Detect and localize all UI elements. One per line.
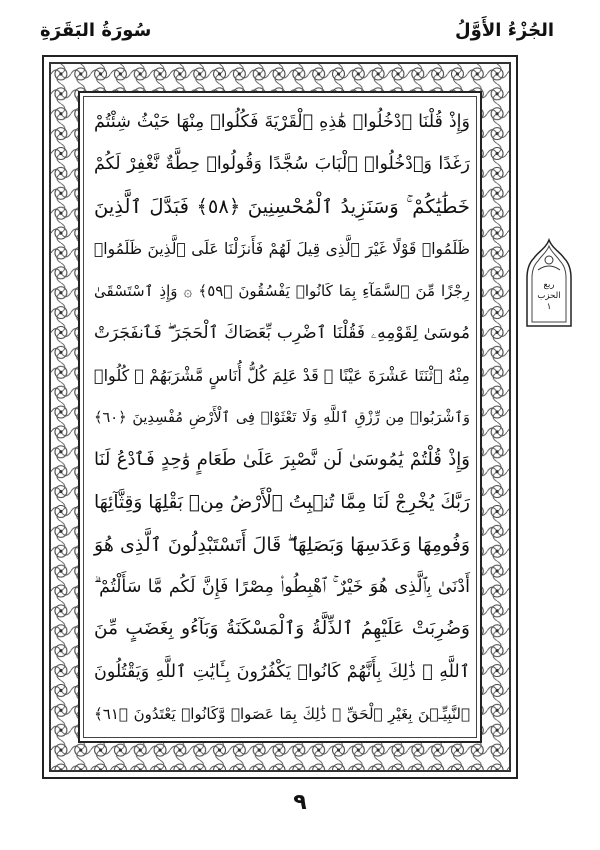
- verse-line-4: ظَلَمُوا۟ قَوْلًا غَيْرَ ٱلَّذِى قِيلَ لَهُمْ فَأَنزَلْنَا عَلَى ٱلَّذِينَ ظَلَمُوا۟: [94, 239, 470, 258]
- hizb-marker: [524, 238, 574, 330]
- verse-line-11: وَفُومِهَا وَعَدَسِهَا وَبَصَلِهَا ۖ قَالَ أَتَسْتَبْدِلُونَ ٱلَّذِى هُوَ: [94, 533, 470, 556]
- hizb-quarter-label: ربع: [543, 280, 555, 290]
- verse-line-6: مُوسَىٰ لِقَوْمِهِۦ فَقُلْنَا ٱضْرِب بِّعَصَاكَ ٱلْحَجَرَ ۖ فَٱنفَجَرَتْ: [94, 323, 470, 344]
- hizb-label: الحزب: [537, 291, 561, 301]
- text-area: [78, 91, 482, 743]
- verse-line-8: وَٱشْرَبُوا۟ مِن رِّزْقِ ٱللَّهِ وَلَا تَعْثَوْا۟ فِى ٱلْأَرْضِ مُفْسِدِينَ ﴿٦٠﴾: [94, 409, 470, 426]
- verse-lines: [94, 105, 470, 731]
- verse-line-1: وَإِذْ قُلْنَا ٱدْخُلُوا۟ هَٰذِهِ ٱلْقَرْيَةَ فَكُلُوا۟ مِنْهَا حَيْثُ شِئْتُمْ: [94, 112, 470, 132]
- verse-line-10: رَبَّكَ يُخْرِجْ لَنَا مِمَّا تُنۢبِتُ ٱلْأَرْضُ مِنۢ بَقْلِهَا وَقِثَّآئِهَا: [94, 491, 470, 513]
- page-number: ٩: [293, 790, 307, 815]
- page-frame: [42, 55, 518, 779]
- verse-line-13: وَضُرِبَتْ عَلَيْهِمُ ٱلذِّلَّةُ وَٱلْمَسْكَنَةُ وَبَآءُو بِغَضَبٍ مِّنَ: [94, 618, 470, 640]
- verse-line-9: وَإِذْ قُلْتُمْ يَٰمُوسَىٰ لَن نَّصْبِرَ عَلَىٰ طَعَامٍ وَٰحِدٍ فَٱدْعُ لَنَا: [94, 449, 470, 471]
- verse-line-12: أَدْنَىٰ بِٱلَّذِى هُوَ خَيْرٌ ۚ ٱهْبِطُوا۟ مِصْرًا فَإِنَّ لَكُم مَّا سَأَلْتُمْ ۗ: [94, 577, 470, 598]
- hizb-number: ١: [546, 302, 552, 312]
- surah-title: سُورَةُ البَقَرَةِ: [40, 20, 152, 41]
- verse-line-5: رِجْزًا مِّنَ ٱلسَّمَآءِ بِمَا كَانُوا۟ يَفْسُقُونَ ﴿٥٩﴾ ۞ وَإِذِ ٱسْتَسْقَىٰ: [94, 282, 470, 301]
- verse-line-2: رَغَدًا وَٱدْخُلُوا۟ ٱلْبَابَ سُجَّدًا وَقُولُوا۟ حِطَّةٌ نَّغْفِرْ لَكُمْ: [94, 154, 470, 175]
- juz-title: الجُزْءُ الأَوَّلُ: [455, 20, 554, 41]
- verse-line-15: ٱلنَّبِيِّـۧنَ بِغَيْرِ ٱلْحَقِّ ۗ ذَٰلِكَ بِمَا عَصَوا۟ وَّكَانُوا۟ يَعْتَدُونَ ﴿٦١﴾: [94, 704, 470, 723]
- verse-line-14: ٱللَّهِ ۗ ذَٰلِكَ بِأَنَّهُمْ كَانُوا۟ يَكْفُرُونَ بِـَٔايَٰتِ ٱللَّهِ وَيَقْتُلُونَ: [94, 661, 470, 682]
- verse-line-3: خَطَٰيَٰكُمْ ۚ وَسَنَزِيدُ ٱلْمُحْسِنِينَ ﴿٥٨﴾ فَبَدَّلَ ٱلَّذِينَ: [94, 194, 470, 218]
- verse-line-7: مِنْهُ ٱثْنَتَا عَشْرَةَ عَيْنًا ۖ قَدْ عَلِمَ كُلُّ أُنَاسٍ مَّشْرَبَهُمْ ۖ كُلُوا۟: [94, 365, 470, 385]
